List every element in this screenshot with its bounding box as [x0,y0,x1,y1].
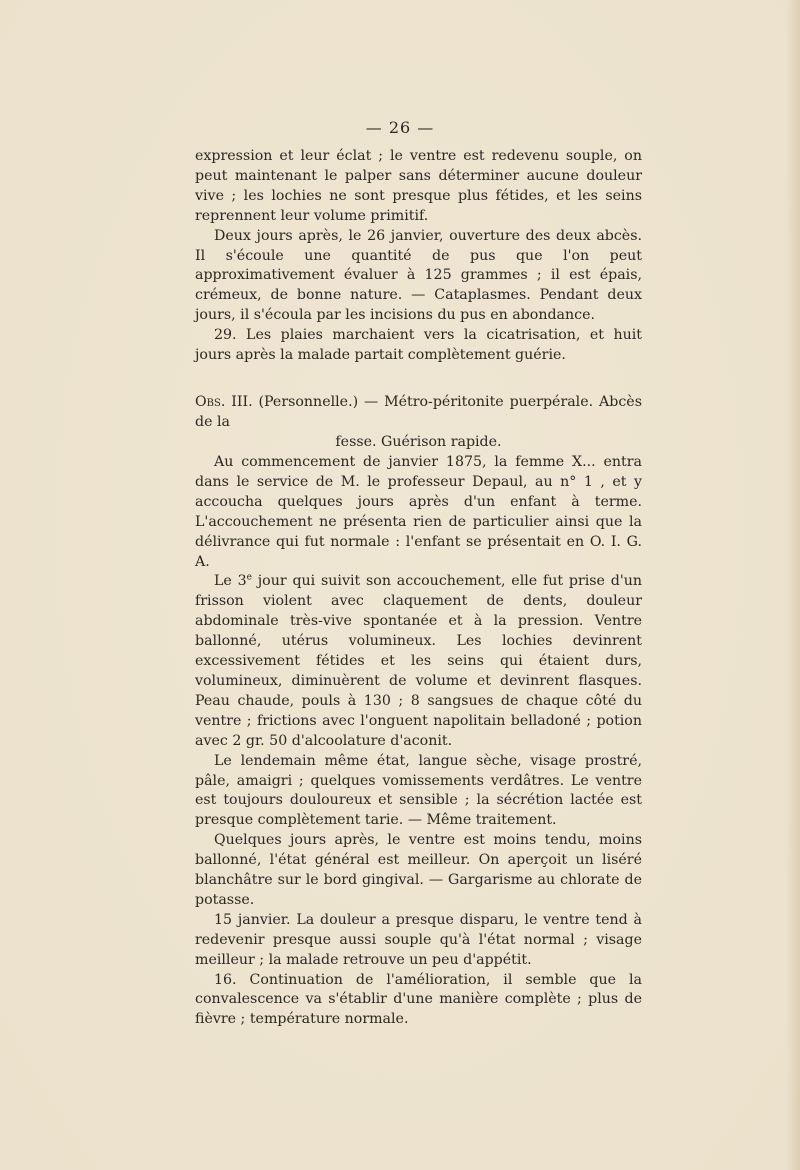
observation-heading [195,392,642,452]
paragraph: expression et leur éclat ; le ventre est redevenu souple, on peut maintenant le palper sans déterminer aucune douleur vive ; les lochies ne sont presque plus fétides, et les seins reprennent leur volume primitif. [195,148,642,224]
observation-body [195,453,642,1030]
paragraph: Le lendemain même état, langue sèche, visage prostré, pâle, amaigri ; quelques vomissements verdâtres. Le ventre est toujours douloureux et sensible ; la sécrétion lactée est presque complètement tarie. — Même traitement. [195,752,642,829]
day-number: Le 3 [214,573,247,590]
paragraph: 15 janvier. La douleur a presque disparu, le ventre tend à redevenir presque aussi souple qu'à l'état normal ; visage meilleur ; la malade retrouve un peu d'appétit. [195,911,642,968]
observation-title-line1: III. (Personnelle.) — Métro-péritonite puerpérale. Abcès de la [195,394,642,430]
paragraph: 29. Les plaies marchaient vers la cicatrisation, et huit jours après la malade partait complètement guérie. [195,327,642,364]
paragraph: Au commencement de janvier 1875, la femme X... entra dans le service de M. le professeur Depaul, au n° 1 , et y accoucha quelques jours après d'un enfant à terme. L'accouchement ne présenta rien de particulier ainsi que la délivrance qui fut normale : l'enfant se présentait en O. I. G. A. [195,454,642,570]
ordinal-suffix: e [246,572,252,583]
continuation-text [195,147,642,366]
paragraph: Quelques jours après, le ventre est moins tendu, moins ballonné, l'état général est meilleur. On aperçoit un liséré blanchâtre sur le bord gingival. — Gargarisme au chlorate de potasse. [195,832,642,908]
paragraph-rest: jour qui suivit son accouchement, elle fut prise d'un frisson violent avec claquement de dents, douleur abdominale très-vive spontanée et à la pression. Ventre ballonné, utérus volumineux. Les lochies devinrent excessivement fétides et les seins qui étaient durs, volumineux, diminuèrent de volume et devinrent flasques. Peau chaude, pouls à 130 ; 8 sangsues de chaque côté du ventre ; frictions avec l'onguent napolitain belladoné ; potion avec 2 gr. 50 d'alcoolature d'aconit. [195,573,643,749]
page-edge-shadow [786,0,800,1170]
page-number: — 26 — [365,118,435,137]
paragraph: 16. Continuation de l'amélioration, il semble que la convalescence va s'établir d'une manière complète ; plus de fièvre ; température normale. [195,971,642,1028]
observation-label: Obs. [195,394,226,410]
paragraph [195,572,642,751]
observation-title-line2: fesse. Guérison rapide. [335,434,502,450]
paragraph: Deux jours après, le 26 janvier, ouverture des deux abcès. Il s'écoule une quantité de pus que l'on peut approximativement évaluer à 125 grammes ; il est épais, crémeux, de bonne nature. — Cataplasmes. Pendant deux jours, il s'écoula par les incisions du pus en abondance. [195,227,642,324]
